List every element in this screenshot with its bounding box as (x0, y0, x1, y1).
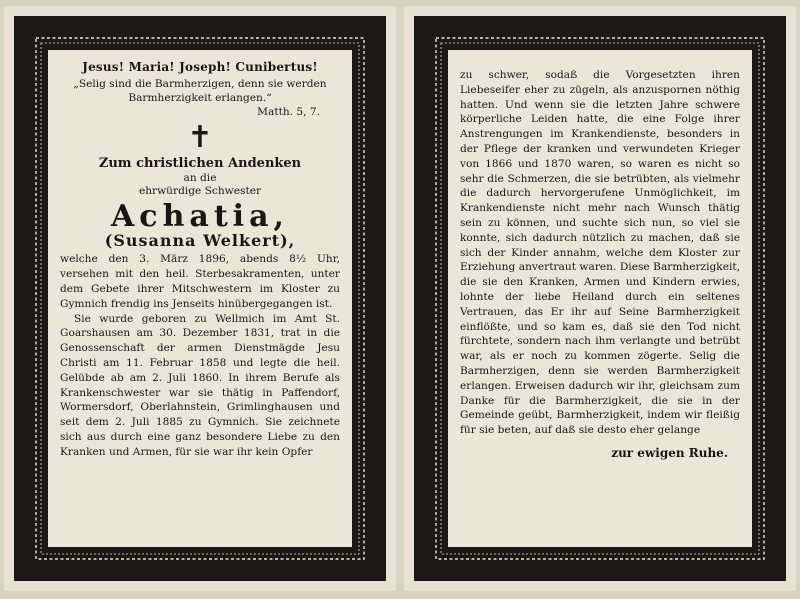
continuation-paragraph: zu schwer, sodaß die Vorgesetzten ihren Liebeseifer eher zu zügeln, als anzuspornen nöthig hatten. Und wenn sie die letzten Jahre schwere körperliche Leiden hatte, die eine Folge ihrer Anstrengungen im Krankendienste, besonders in der Pflege der kranken und verwundeten Krieger von 1866 und 1870 waren, so waren es nicht so sehr die Schmerzen, die sie betrübten, als vielmehr die dadurch hervorgerufene Unmöglichkeit, im Krankendienste nicht mehr nach Wunsch thätig sein zu können, und suchte sich nun, so viel sie konnte, sich dadurch nützlich zu machen, daß sie sich der Kinder annahm, welche dem Kloster zur Erziehung anvertraut waren. Diese Barmherzigkeit, die sie den Kranken, Armen und Kindern erwies, lohnte der liebe Heiland durch ein seltenes Vertrauen, das Er ihr auf Seine Barmherzigkeit einflößte, und so kam es, daß sie den Tod nicht fürchtete, sondern nach ihm verlangte und betrübt war, als er noch zu kommen zögerte. Selig die Barmherzigen, denn sie werden Barmherzigkeit erlangen. Erweisen dadurch wir ihr, gleichsam zum Danke für die Barmherzigkeit, die sie in der Gemeinde geübt, Barmherzigkeit, indem wir fleißig für sie beten, auf daß sie desto eher gelange (460, 69, 740, 437)
religious-name: Achatia, (111, 198, 289, 234)
quote-reference: Matth. 5, 7. (257, 105, 320, 118)
mourning-border (414, 16, 786, 581)
birth-name: (Susanna Welkert), (104, 230, 296, 250)
death-paragraph: welche den 3. März 1896, abends 8½ Uhr, versehen mit den heil. Sterbesakramenten, unter dem Gebete ihrer Mitschwestern im Kloster zu Gymnich frendig ins Jenseits hinübergegangen ist. (60, 253, 340, 310)
invocation: Jesus! Maria! Joseph! Cunibertus! (82, 60, 318, 74)
closing-line: zur ewigen Ruhe. (611, 445, 728, 460)
life-paragraph: Sie wurde geboren zu Wellmich im Amt St. Goarshausen am 30. Dezember 1831, trat in die Genossenschaft der armen Dienstmägde Jesu Christi am 11. Februar 1858 und legte die heil. Gelübde ab am 2. Juli 1860. In ihrem Berufe als Krankenschwester war sie thätig in Paffendorf, Wormersdorf, Oberlahnstein, Grimlinghausen und seit dem 2. Juli 1885 zu Gymnich. Sie zeichnete sich aus durch eine ganz besondere Liebe zu den Kranken und Armen, für sie war ihr kein Opfer (60, 312, 340, 458)
an-die: an die (183, 171, 217, 184)
memorial-heading: Zum christlichen Andenken (98, 155, 302, 171)
mourning-border (14, 16, 386, 581)
title: ehrwürdige Schwester (138, 184, 262, 197)
text-area (448, 50, 752, 547)
text-area (48, 50, 352, 547)
left-page (4, 6, 396, 591)
bible-quote: „Selig sind die Barmherzigen, denn sie werden Barmherzigkeit erlangen.“ (73, 77, 327, 104)
right-page (404, 6, 796, 591)
cross-icon: ✝ (187, 119, 213, 155)
